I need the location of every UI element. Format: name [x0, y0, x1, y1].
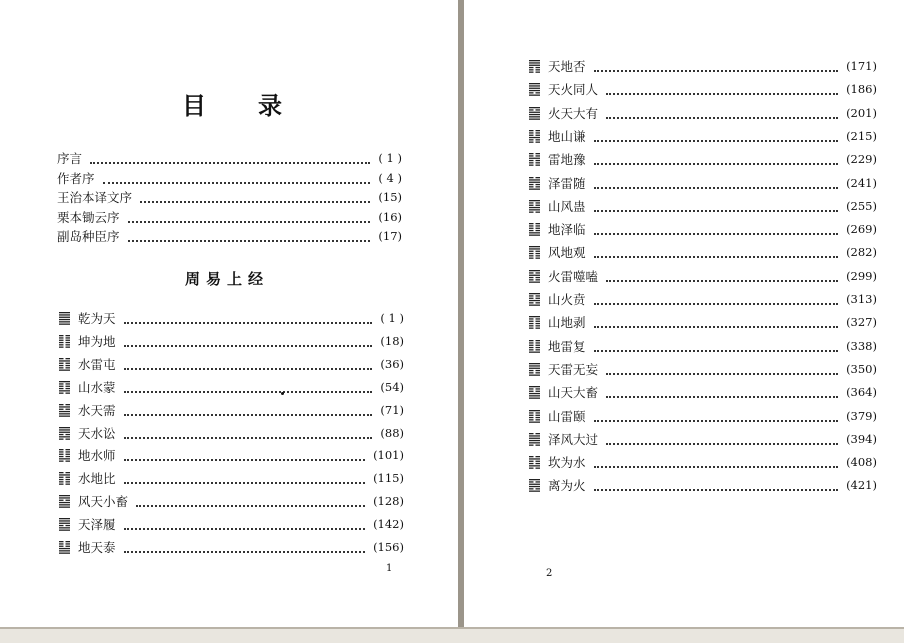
- toc-entry-label: 作者序: [57, 170, 95, 186]
- toc-entry-page: (299): [846, 268, 877, 283]
- toc-entry-label: 序言: [57, 151, 83, 166]
- toc-entry-page: (327): [846, 315, 877, 330]
- dot-leader: [594, 223, 839, 235]
- toc-entry-label: 泽雷随: [548, 175, 586, 191]
- toc-entry-label: 栗本锄云序: [57, 209, 120, 225]
- dot-leader: [594, 246, 839, 258]
- toc-entry-label: 山风蛊: [548, 198, 586, 214]
- page-number-right: 2: [546, 568, 553, 579]
- toc-entry: [59, 377, 404, 397]
- toc-entry-label: 山地剥: [548, 315, 586, 331]
- toc-entry: [529, 312, 877, 332]
- dot-leader: [594, 200, 839, 212]
- toc-entry: [529, 149, 877, 169]
- toc-entry-label: 水地比: [78, 471, 116, 487]
- dot-leader: [128, 211, 371, 223]
- toc-entry: [59, 423, 404, 443]
- dot-leader: [594, 340, 839, 352]
- page-number-left: 1: [386, 563, 393, 574]
- toc-entry-label: 坤为地: [78, 333, 116, 349]
- toc-entry-label: 王治本译文序: [57, 190, 133, 205]
- hexagram-icon: [529, 152, 540, 166]
- dot-leader: [594, 456, 839, 468]
- toc-entry-label: 地山谦: [548, 128, 586, 144]
- toc-entry-label: 风地观: [548, 245, 586, 261]
- toc-entry-page: (16): [378, 209, 402, 224]
- dot-leader: [140, 191, 370, 203]
- toc-entry: [59, 331, 404, 351]
- toc-entry-page: (215): [846, 128, 877, 143]
- hexagram-icon: [59, 311, 70, 325]
- toc-entry: [529, 219, 877, 239]
- toc-entry: [529, 196, 877, 216]
- toc-entry-label: 天泽履: [78, 517, 116, 533]
- toc-entry-page: (18): [380, 333, 404, 348]
- dot-leader: [606, 433, 838, 445]
- toc-entry-label: 泽风大过: [548, 431, 599, 447]
- toc-entry: [57, 187, 402, 207]
- toc-entry-page: (54): [380, 379, 404, 394]
- toc-entry-page: (255): [846, 198, 877, 213]
- toc-entry: [59, 354, 404, 374]
- toc-entry: [529, 266, 877, 286]
- toc-entry-label: 山天大畜: [548, 385, 599, 401]
- toc-entry-label: 水雷屯: [78, 356, 116, 372]
- toc-entry-label: 天火同人: [548, 82, 599, 98]
- hexagram-icon: [529, 409, 540, 423]
- dot-leader: [103, 172, 371, 184]
- toc-entry-page: (186): [846, 82, 877, 97]
- dot-leader: [594, 316, 839, 328]
- dot-leader: [124, 518, 366, 530]
- toc-entry: [529, 56, 877, 76]
- hexagram-icon: [529, 59, 540, 73]
- right-page: [464, 0, 904, 627]
- toc-entry-page: (269): [846, 222, 877, 237]
- hexagram-icon: [529, 339, 540, 353]
- toc-entry-page: (421): [846, 478, 877, 493]
- hexagram-icon: [529, 129, 540, 143]
- toc-entry: [59, 514, 404, 534]
- toc-entry-label: 水天需: [78, 402, 116, 418]
- toc-entry: [59, 468, 404, 488]
- toc-entry-label: 地天泰: [78, 540, 116, 555]
- toc-entry-label: 副岛种臣序: [57, 229, 120, 244]
- toc-entry-label: 乾为天: [78, 311, 116, 326]
- hexagram-icon: [529, 292, 540, 306]
- dot-leader: [128, 230, 371, 242]
- dot-leader: [594, 130, 839, 142]
- section-title: 周易上经: [185, 270, 270, 288]
- stray-dot: [281, 392, 284, 395]
- toc-entry: [59, 537, 404, 557]
- toc-entry-page: (379): [846, 408, 877, 423]
- toc-entry-label: 雷地豫: [548, 152, 586, 168]
- hexagram-icon: [529, 315, 540, 329]
- toc-entry: [57, 168, 402, 188]
- hexagram-icon: [529, 385, 540, 399]
- hexagram-icon: [59, 494, 70, 508]
- hexagram-icon: [59, 517, 70, 531]
- hexagram-icon: [529, 362, 540, 376]
- dot-leader: [594, 479, 839, 491]
- toc-entry-page: (408): [846, 455, 877, 470]
- hexagram-icon: [59, 448, 70, 462]
- toc-entry: [529, 382, 877, 402]
- dot-leader: [606, 270, 838, 282]
- toc-entry-page: (88): [380, 425, 404, 440]
- toc-entry-page: (71): [380, 402, 404, 417]
- dot-leader: [136, 495, 365, 507]
- toc-entry-label: 风天小畜: [78, 494, 129, 510]
- toc-entry-label: 地水师: [78, 448, 116, 464]
- toc-entry-page: (350): [846, 361, 877, 376]
- toc-entry-label: 火天大有: [548, 105, 599, 121]
- hexagram-icon: [529, 245, 540, 259]
- dot-leader: [606, 363, 838, 375]
- toc-entry-label: 地泽临: [548, 222, 586, 238]
- toc-entry-page: (364): [846, 385, 877, 400]
- hexagram-icon: [59, 380, 70, 394]
- page-title: 目录: [182, 92, 334, 120]
- toc-entry-label: 天地否: [548, 59, 586, 74]
- dot-leader: [594, 153, 839, 165]
- toc-entry-page: ( 4 ): [378, 170, 402, 185]
- toc-entry-label: 坎为水: [548, 455, 586, 471]
- hexagram-icon: [529, 106, 540, 120]
- toc-entry-label: 山火贲: [548, 292, 586, 307]
- toc-entry-page: (282): [846, 245, 877, 260]
- toc-entry: [529, 406, 877, 426]
- toc-entry-page: (171): [846, 59, 877, 73]
- toc-entry-page: (394): [846, 431, 877, 446]
- toc-entry: [59, 491, 404, 511]
- dot-leader: [124, 472, 366, 484]
- dot-leader: [124, 335, 373, 347]
- hexagram-icon: [59, 403, 70, 417]
- dot-leader: [90, 152, 370, 164]
- toc-entry: [529, 452, 877, 472]
- dot-leader: [124, 358, 373, 370]
- toc-entry-page: (142): [373, 517, 404, 532]
- toc-entry-page: (201): [846, 105, 877, 120]
- toc-entry: [529, 173, 877, 193]
- toc-entry: [529, 475, 877, 495]
- toc-entry: [57, 207, 402, 227]
- hexagram-icon: [59, 426, 70, 440]
- dot-leader: [124, 312, 373, 324]
- toc-entry: [57, 226, 402, 246]
- hexagram-icon: [529, 455, 540, 469]
- toc-entry: [59, 400, 404, 420]
- toc-entry-page: (101): [373, 448, 404, 463]
- dot-leader: [124, 427, 373, 439]
- toc-entry: [529, 126, 877, 146]
- hexagram-icon: [529, 269, 540, 283]
- toc-entry-page: (115): [373, 471, 404, 486]
- hexagram-icon: [529, 222, 540, 236]
- hexagram-icon: [59, 471, 70, 485]
- hexagram-icon: [529, 432, 540, 446]
- toc-entry-label: 离为火: [548, 478, 586, 494]
- toc-entry: [529, 103, 877, 123]
- dot-leader: [606, 83, 838, 95]
- dot-leader: [124, 381, 373, 393]
- toc-entry-label: 山水蒙: [78, 379, 116, 395]
- toc-entry-page: ( 1 ): [380, 311, 404, 325]
- toc-entry: [529, 336, 877, 356]
- toc-entry-label: 天雷无妄: [548, 361, 599, 377]
- toc-entry: [529, 359, 877, 379]
- dot-leader: [594, 60, 839, 72]
- dot-leader: [594, 410, 839, 422]
- dot-leader: [594, 293, 839, 305]
- dot-leader: [124, 449, 366, 461]
- toc-entry-page: (338): [846, 338, 877, 353]
- hexagram-icon: [529, 176, 540, 190]
- toc-entry: [529, 429, 877, 449]
- dot-leader: [606, 107, 838, 119]
- hexagram-icon: [529, 478, 540, 492]
- toc-entry-page: (17): [378, 229, 402, 243]
- toc-entry-page: (36): [380, 356, 404, 371]
- toc-entry-label: 天水讼: [78, 425, 116, 441]
- toc-entry: [529, 79, 877, 99]
- toc-entry: [57, 148, 402, 168]
- hexagram-icon: [59, 334, 70, 348]
- toc-entry-label: 地雷复: [548, 338, 586, 354]
- hexagram-icon: [59, 357, 70, 371]
- left-page: [0, 0, 458, 627]
- hexagram-icon: [529, 82, 540, 96]
- dot-leader: [594, 177, 839, 189]
- dot-leader: [124, 404, 373, 416]
- hexagram-icon: [59, 540, 70, 554]
- toc-entry-label: 山雷颐: [548, 408, 586, 424]
- toc-entry-page: (229): [846, 152, 877, 167]
- toc-entry-page: (313): [846, 292, 877, 306]
- toc-entry: [59, 308, 404, 328]
- toc-entry-page: (128): [373, 494, 404, 509]
- toc-entry: [529, 242, 877, 262]
- toc-entry-page: (156): [373, 540, 404, 554]
- toc-entry: [529, 289, 877, 309]
- toc-entry-label: 火雷噬嗑: [548, 268, 599, 284]
- dot-leader: [606, 386, 838, 398]
- toc-entry: [59, 445, 404, 465]
- hexagram-icon: [529, 199, 540, 213]
- toc-entry-page: (241): [846, 175, 877, 190]
- toc-entry-page: ( 1 ): [378, 151, 402, 165]
- dot-leader: [124, 541, 366, 553]
- toc-entry-page: (15): [378, 190, 402, 204]
